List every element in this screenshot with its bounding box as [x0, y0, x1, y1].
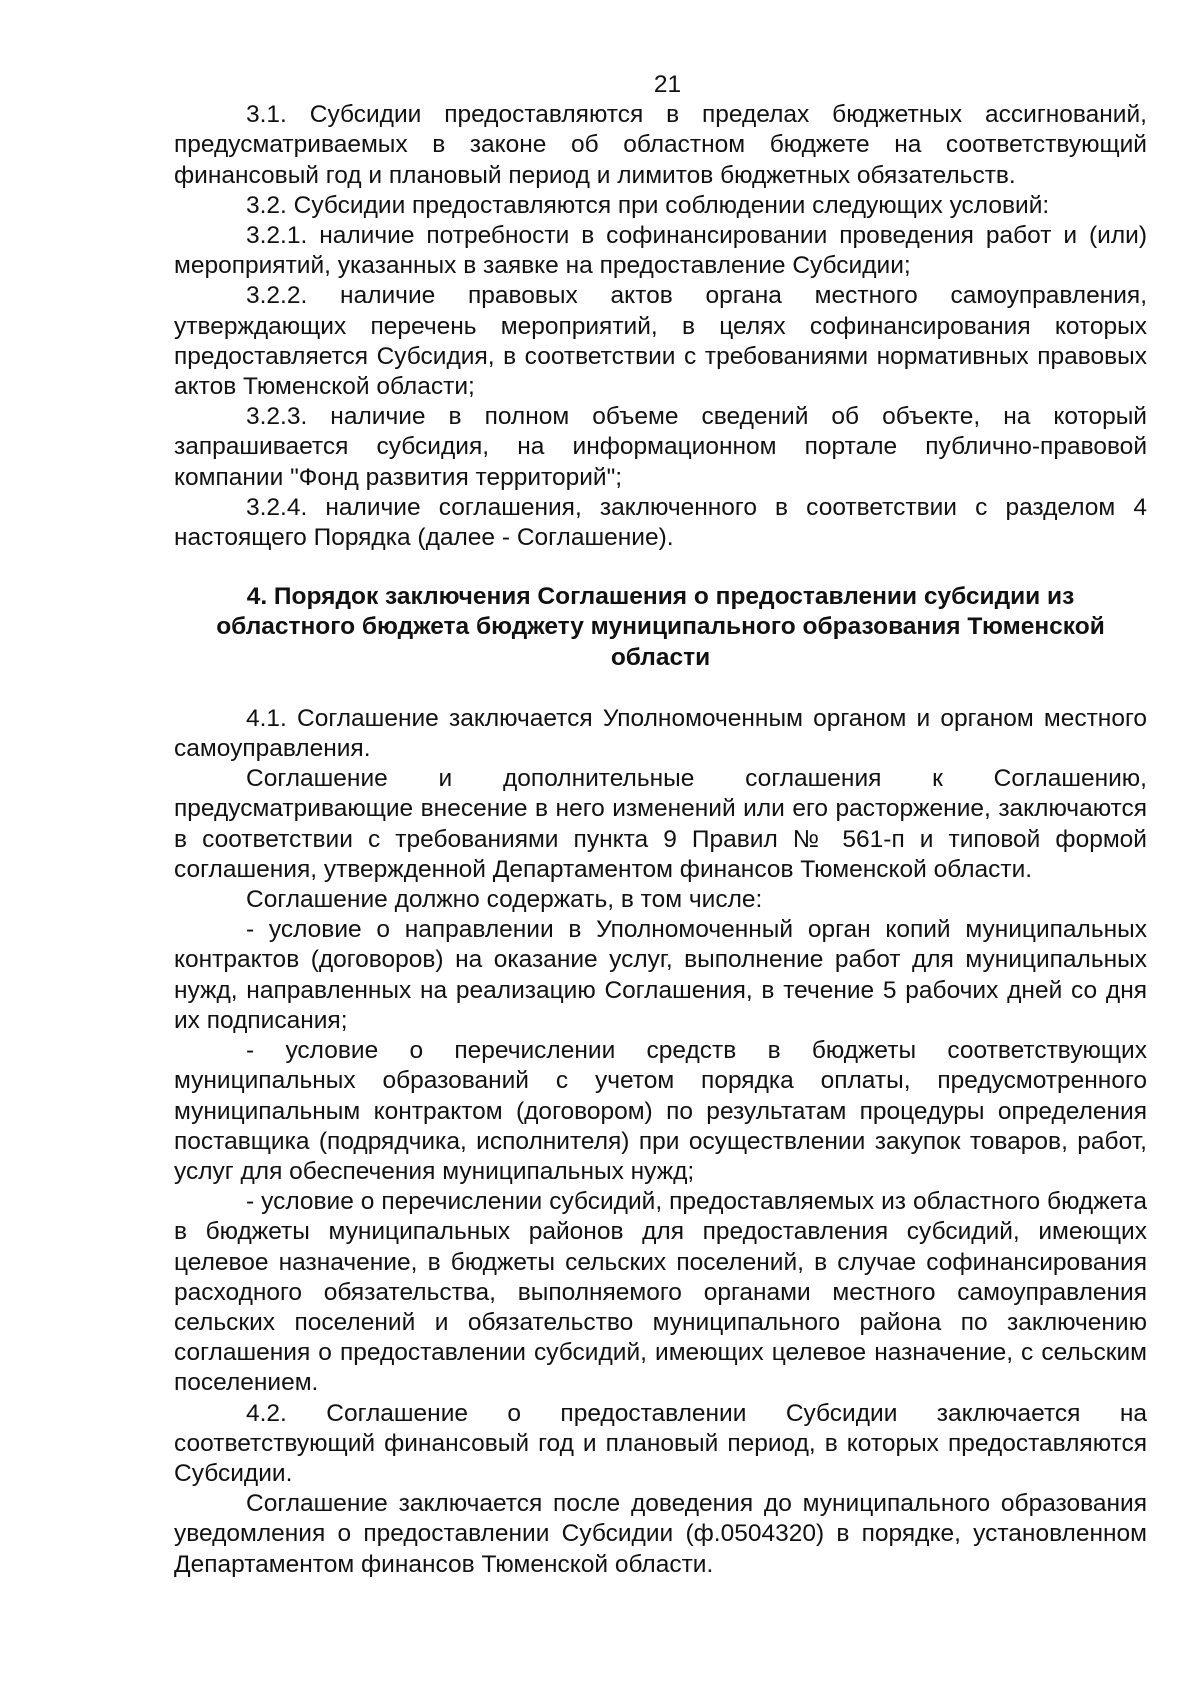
list-item-subsidy-transfer-condition: - условие о перечислении субсидий, предоставляемых из областного бюджета в бюджеты муниципальных районов для предоставления субсидий, имеющих целевое назначение, в бюджеты сельских поселений, в случае софинансирования расходного обязательства, выполняемого органами местного самоуправления сельских поселений и обязательство муниципального района по заключению соглашения о предоставлении субсидий, имеющих целевое назначение, с сельским поселением.: [174, 1188, 1147, 1397]
section-heading: 4. Порядок заключения Соглашения о предоставлении субсидии из областного бюджета бюджету муниципального образования Тюменской области: [216, 583, 1105, 671]
paragraph-4-2: 4.2. Соглашение о предоставлении Субсидии заключается на соответствующий финансовый год и плановый период, в которых предоставляются Субсидии.: [174, 1399, 1147, 1487]
paragraph-3-1: 3.1. Субсидии предоставляются в пределах бюджетных ассигнований, предусматриваемых в законе об областном бюджете на соответствующий финансовый год и плановый период и лимитов бюджетных обязательств.: [174, 101, 1147, 189]
document-page: [174, 70, 1147, 1580]
paragraph-3-2-3: 3.2.3. наличие в полном объеме сведений об объекте, на который запрашивается субсидия, на информационном портале публично-правовой компании "Фонд развития территорий";: [174, 403, 1147, 491]
paragraph-agreement-amendments: Соглашение и дополнительные соглашения к Соглашению, предусматривающие внесение в него изменений или его расторжение, заключаются в соответствии с требованиями пункта 9 Правил № 561-п и типовой формой соглашения, утвержденной Департаментом финансов Тюменской области.: [174, 765, 1147, 883]
paragraph-3-2-4: 3.2.4. наличие соглашения, заключенного в соответствии с разделом 4 настоящего Порядка (далее - Соглашение).: [174, 493, 1147, 552]
list-item-contracts-condition: - условие о направлении в Уполномоченный орган копий муниципальных контрактов (договоров) на оказание услуг, выполнение работ для муниципальных нужд, направленных на реализацию Соглашения, в течение 5 рабочих дней со дня их подписания;: [174, 916, 1147, 1034]
paragraph-4-1: 4.1. Соглашение заключается Уполномоченным органом и органом местного самоуправления.: [174, 704, 1147, 763]
page-number: 21: [653, 71, 682, 98]
paragraph-3-2-2: 3.2.2. наличие правовых актов органа местного самоуправления, утверждающих перечень мероприятий, в целях софинансирования которых предоставляется Субсидия, в соответствии с требованиями нормативных правовых актов Тюменской области;: [174, 282, 1147, 401]
paragraph-3-2: 3.2. Субсидии предоставляются при соблюдении следующих условий:: [246, 191, 1050, 219]
list-item-transfer-condition: - условие о перечислении средств в бюджеты соответствующих муниципальных образований с учетом порядка оплаты, предусмотренного муниципальным контрактом (договором) по результатам процедуры определения поставщика (подрядчика, исполнителя) при осуществлении закупок товаров, работ, услуг для обеспечения муниципальных нужд;: [174, 1037, 1147, 1185]
paragraph-3-2-1: 3.2.1. наличие потребности в софинансировании проведения работ и (или) мероприятий, указанных в заявке на предоставление Субсидии;: [174, 222, 1147, 280]
paragraph-agreement-conclusion: Соглашение заключается после доведения до муниципального образования уведомления о предоставлении Субсидии (ф.0504320) в порядке, установленном Департаментом финансов Тюменской области.: [174, 1490, 1147, 1578]
paragraph-agreement-contents: Соглашение должно содержать, в том числе:: [246, 886, 763, 914]
